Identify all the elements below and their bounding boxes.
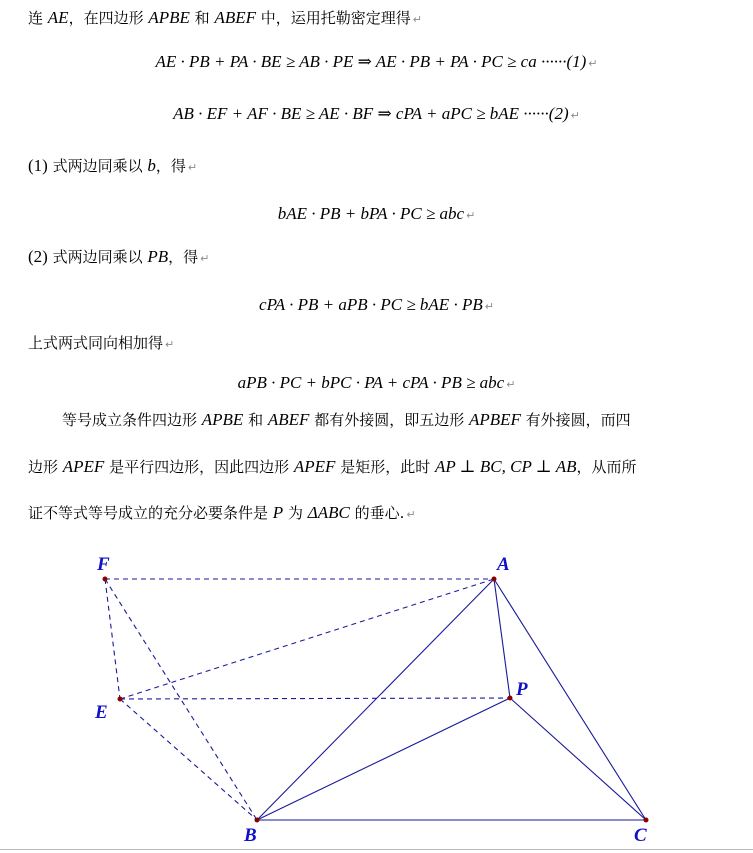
step1-ref: (1) xyxy=(28,156,48,175)
segment-FE xyxy=(105,579,120,699)
segment-EA xyxy=(120,579,494,699)
eq2-text: AB · EF + AF · BE ≥ AE · BF ⇒ cPA + aPC ≥ bAE ······(2) xyxy=(173,104,569,123)
step1-text: 式两边同乘以 xyxy=(47,157,148,175)
conclusion-line-2 xyxy=(28,456,637,478)
intro-line xyxy=(28,7,422,31)
c3b: 为 xyxy=(283,504,308,522)
segment-PC xyxy=(510,698,646,820)
eq3-text: bAE · PB + bPA · PC ≥ abc xyxy=(277,204,465,223)
equation-4 xyxy=(0,294,753,318)
c1d: 有外接圆，而四 xyxy=(520,411,631,429)
eq1-text: AE · PB + PA · BE ≥ AB · PE ⇒ AE · PB + PA · PC ≥ ca ······(1) xyxy=(155,52,587,71)
c2a: 边形 xyxy=(28,458,63,476)
label-A: A xyxy=(497,554,510,575)
point-B xyxy=(255,818,260,823)
intro-quad2: ABEF xyxy=(214,8,256,27)
step2-end: ，得 xyxy=(168,248,199,266)
step3-text: 上式两式同向相加得 xyxy=(28,334,164,352)
step2-text: 式两边同乘以 xyxy=(47,248,148,266)
c2q1: APEF xyxy=(62,457,105,476)
step1-var: b xyxy=(147,156,156,175)
c2c: 是矩形，此时 xyxy=(335,458,435,476)
intro-seg: AE xyxy=(47,8,69,27)
point-E xyxy=(118,697,123,702)
c1q1: APBE xyxy=(201,410,244,429)
equation-2 xyxy=(0,103,753,127)
return-mark: ↵ xyxy=(484,300,494,313)
label-C: C xyxy=(634,825,647,846)
intro-and: 和 xyxy=(189,9,215,27)
c2d: ，从而所 xyxy=(576,458,637,476)
point-A xyxy=(492,577,497,582)
page-bottom-rule xyxy=(0,849,753,850)
return-mark: ↵ xyxy=(506,378,516,391)
c2q2: APEF xyxy=(293,457,336,476)
return-mark: ↵ xyxy=(165,338,175,351)
label-E: E xyxy=(95,702,108,723)
segment-PB xyxy=(257,698,510,820)
point-C xyxy=(644,818,649,823)
segment-EB xyxy=(120,699,257,820)
segment-AP xyxy=(494,579,510,698)
segment-AB xyxy=(257,579,494,820)
c3a: 证不等式等号成立的充分必要条件是 xyxy=(28,504,273,522)
point-P xyxy=(508,696,513,701)
c2m: AP ⊥ BC, CP ⊥ AB xyxy=(434,457,577,476)
c3c: 的垂心. xyxy=(349,504,405,522)
return-mark: ↵ xyxy=(588,57,598,70)
intro-suffix: 中，运用托勒密定理得 xyxy=(255,9,411,27)
equation-5 xyxy=(0,372,753,396)
step2-ref: (2) xyxy=(28,247,48,266)
step-3 xyxy=(28,332,174,356)
intro-prefix: 连 xyxy=(28,9,48,27)
point-F xyxy=(103,577,108,582)
c1b: 和 xyxy=(243,411,268,429)
conclusion-line-1 xyxy=(62,409,631,431)
c1q3: APBEF xyxy=(468,410,521,429)
step1-end: ，得 xyxy=(155,157,186,175)
equation-3 xyxy=(0,203,753,227)
step-1 xyxy=(28,155,197,179)
equation-1 xyxy=(0,51,753,75)
c3tri: ΔABC xyxy=(307,503,350,522)
intro-middle: ，在四边形 xyxy=(68,9,149,27)
geometry-diagram xyxy=(0,545,753,849)
label-B: B xyxy=(244,825,257,846)
c3p: P xyxy=(272,503,284,522)
return-mark: ↵ xyxy=(200,252,210,265)
intro-quad1: APBE xyxy=(148,8,190,27)
eq5-text: aPB · PC + bPC · PA + cPA · PB ≥ abc xyxy=(237,373,505,392)
c1a: 等号成立条件四边形 xyxy=(62,411,202,429)
c1c: 都有外接圆，即五边形 xyxy=(309,411,469,429)
label-P: P xyxy=(516,679,528,700)
return-mark: ↵ xyxy=(187,161,198,174)
c2b: 是平行四边形，因此四边形 xyxy=(104,458,294,476)
conclusion-line-3 xyxy=(28,502,416,526)
return-mark: ↵ xyxy=(412,13,422,26)
return-mark: ↵ xyxy=(406,508,416,521)
segment-EP xyxy=(120,698,510,699)
eq4-text: cPA · PB + aPB · PC ≥ bAE · PB xyxy=(259,295,483,314)
step-2 xyxy=(28,246,209,270)
segment-FB xyxy=(105,579,257,820)
return-mark: ↵ xyxy=(570,109,580,122)
return-mark: ↵ xyxy=(466,209,476,222)
label-F: F xyxy=(97,554,110,575)
c1q2: ABEF xyxy=(267,410,310,429)
step2-var: PB xyxy=(147,247,169,266)
